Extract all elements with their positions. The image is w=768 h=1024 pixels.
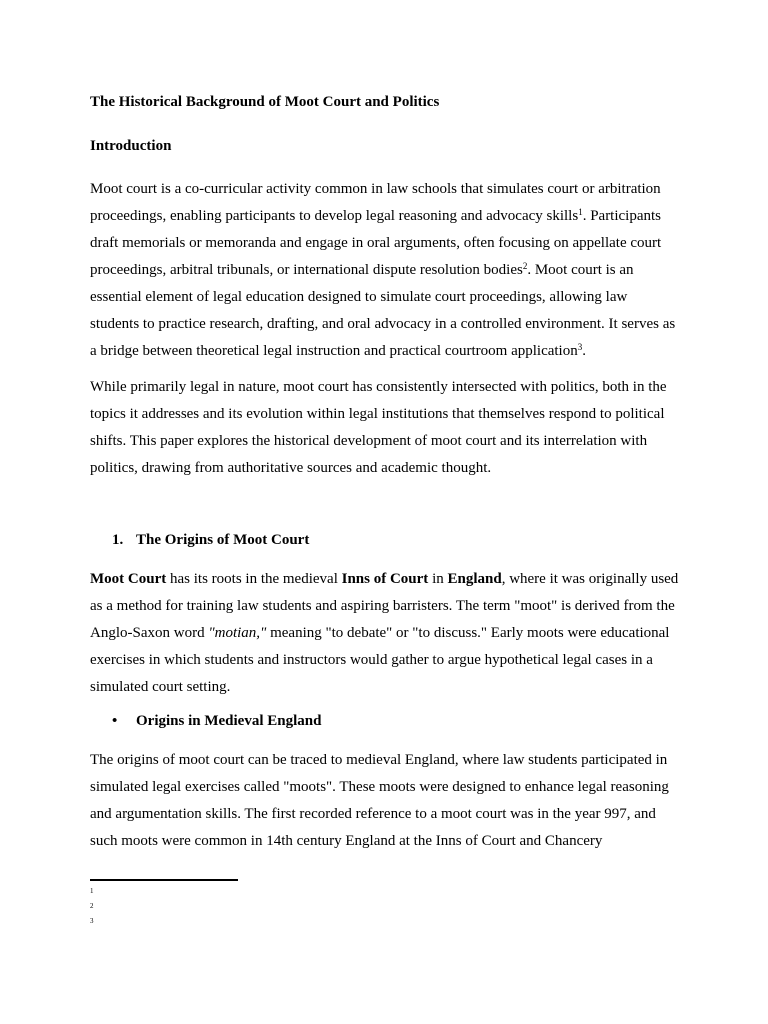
footnote-ref-1[interactable]: 1 xyxy=(578,207,583,217)
footnote-ref-3[interactable]: 3 xyxy=(577,342,583,352)
text-run: . Moot court is an essential element of legal education designed to simulate court proceedings, allowing law students to practice research, drafting, and oral advocacy in a controlled environment. It serves as a bridge between theoretical legal instruction and practical courtroom application xyxy=(90,262,676,359)
medieval-england-paragraph: The origins of moot court can be traced to medieval England, where law students participated in simulated legal exercises called "moots". These moots were designed to enhance legal reasoning and argumentation skills. The first recorded reference to a moot court was in the year 997, and such moots were common in 14th century England at the Inns of Court and Chancery xyxy=(90,752,669,849)
text-run: meaning "to debate" or "to discuss." Early moots were educational exercises in which students and instructors would gather to argue hypothetical legal cases in a simulated court setting. xyxy=(90,625,670,695)
section-number: 1. xyxy=(112,532,124,548)
bold-term: England xyxy=(447,571,502,587)
bullet-heading xyxy=(90,711,680,731)
document-body xyxy=(90,92,680,855)
origins-paragraph xyxy=(90,566,680,701)
footnote-2: 2 xyxy=(90,902,94,910)
section-title: The Origins of Moot Court xyxy=(136,532,310,548)
document-title: The Historical Background of Moot Court and Politics xyxy=(90,94,440,110)
text-run: . xyxy=(582,343,586,359)
footnote-1: 1 xyxy=(90,887,94,895)
footnote-3: 3 xyxy=(90,917,94,925)
bullet-title: Origins in Medieval England xyxy=(136,713,322,729)
text-run: . Participants draft memorials or memoranda and engage in oral arguments, often focusing on appellate court proceedings, arbitral tribunals, or international dispute resolution bodies xyxy=(90,208,662,278)
bold-term: Moot Court xyxy=(90,571,167,587)
introduction-paragraph-1 xyxy=(90,176,680,365)
introduction-heading: Introduction xyxy=(90,138,172,154)
italic-term: "motian," xyxy=(208,625,267,641)
text-run: in xyxy=(428,571,448,587)
text-run: , where it was originally used as a method for training law students and aspiring barristers. The term "moot" is derived from the Anglo-Saxon word xyxy=(90,571,679,641)
introduction-paragraph-2: While primarily legal in nature, moot court has consistently intersected with politics, both in the topics it addresses and its evolution within legal institutions that themselves respond to political shifts. This paper explores the historical development of moot court and its interrelation with politics, drawing from authoritative sources and academic thought. xyxy=(90,379,667,476)
footnote-separator xyxy=(90,879,238,881)
bold-term: Inns of Court xyxy=(341,571,429,587)
bullet-icon: • xyxy=(112,713,118,729)
text-run: Moot court is a co-curricular activity common in law schools that simulates court or arbitration proceedings, enabling participants to develop legal reasoning and advocacy skills xyxy=(90,181,661,224)
text-run: has its roots in the medieval xyxy=(166,571,342,587)
footnotes xyxy=(90,884,94,929)
section-1-heading xyxy=(90,530,680,550)
footnote-ref-2[interactable]: 2 xyxy=(522,261,528,271)
